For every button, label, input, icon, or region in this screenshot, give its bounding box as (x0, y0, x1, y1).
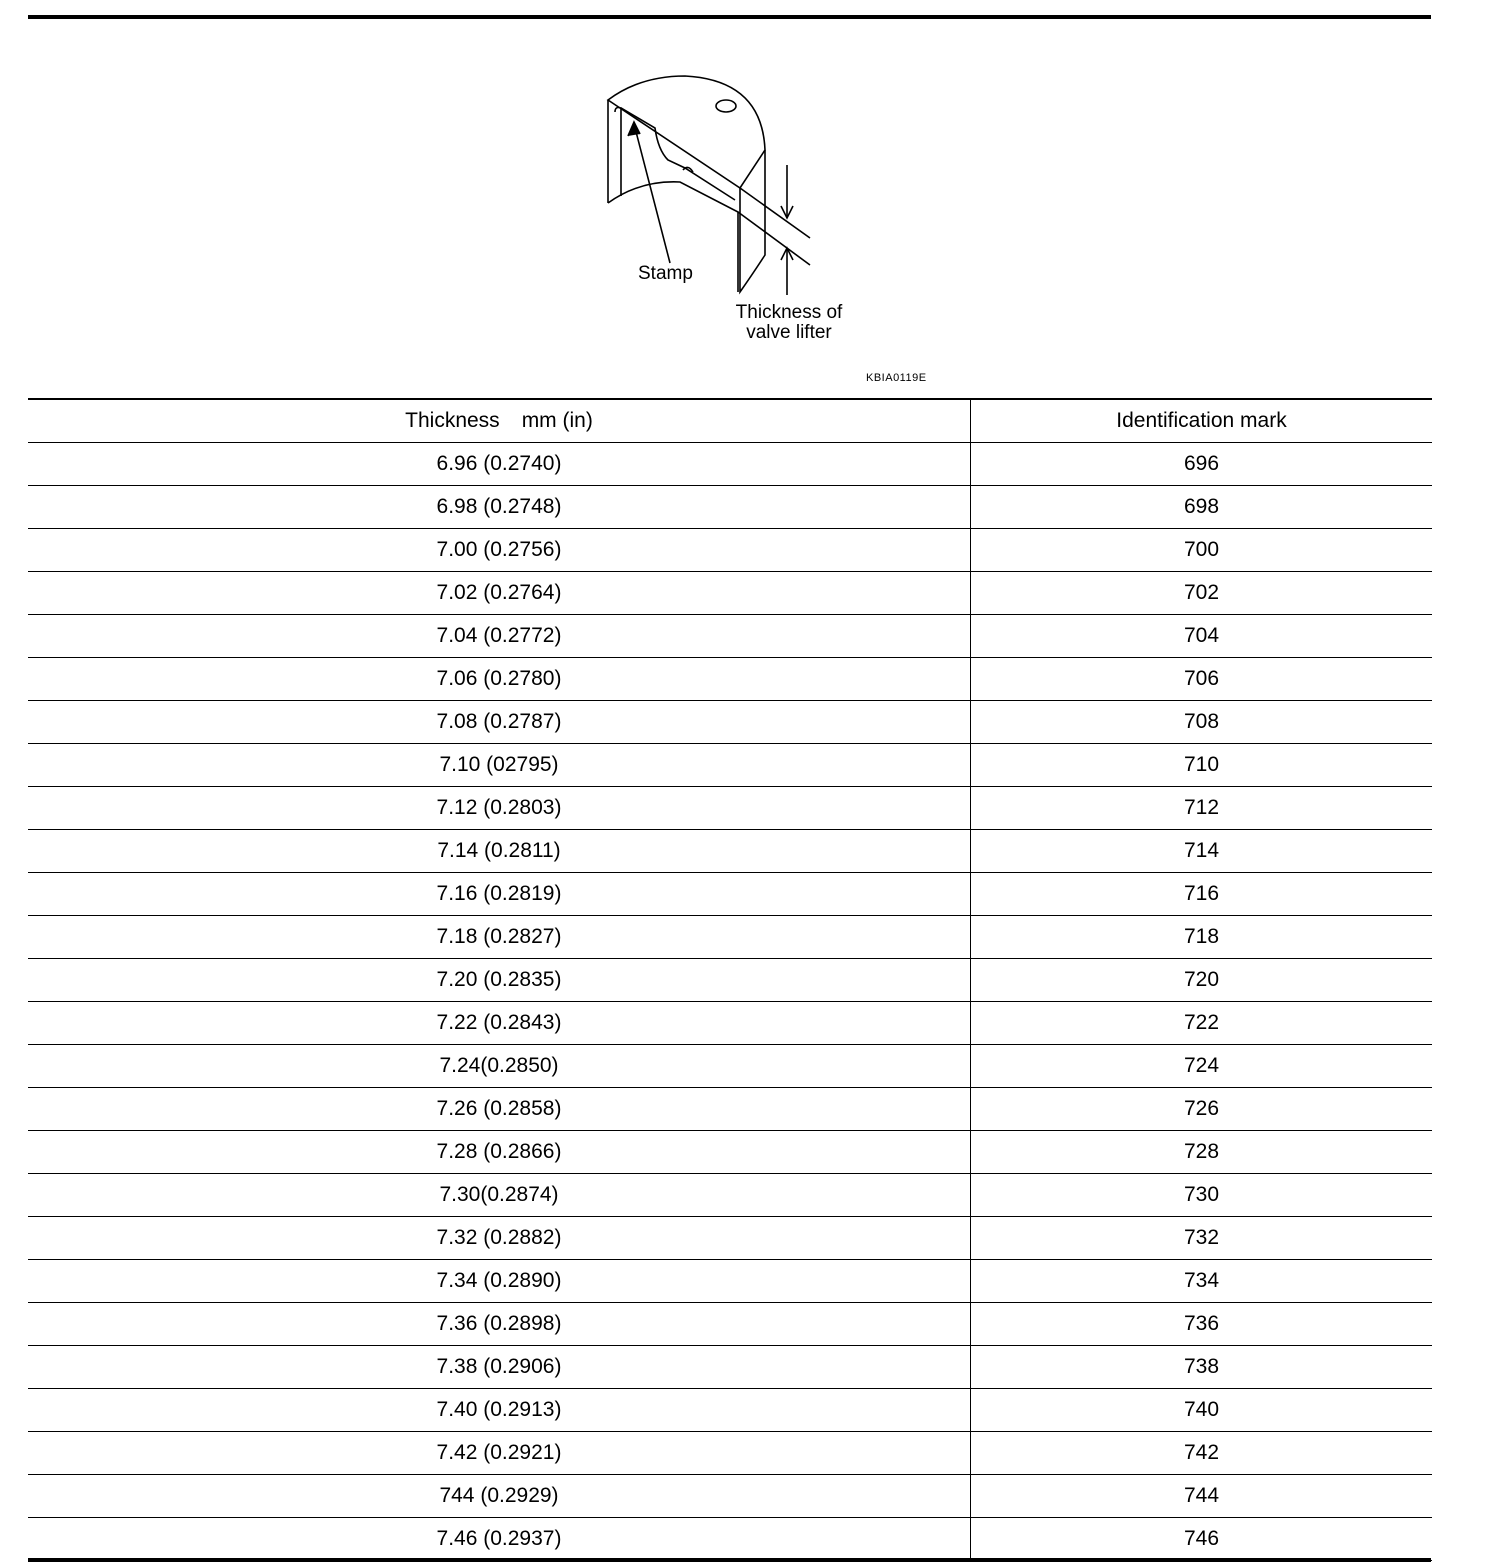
table-row (28, 1346, 1432, 1389)
header-thickness-label: Thickness (405, 409, 500, 432)
identification-mark-cell: 724 (971, 1045, 1433, 1088)
header-thickness-unit: mm (in) (521, 409, 593, 432)
identification-mark-cell: 734 (971, 1260, 1433, 1303)
identification-mark-cell: 728 (971, 1131, 1433, 1174)
thickness-cell: 7.26 (0.2858) (28, 1088, 971, 1131)
top-rule (28, 15, 1431, 19)
thickness-cell: 6.98 (0.2748) (28, 486, 971, 529)
identification-mark-cell: 706 (971, 658, 1433, 701)
identification-mark-cell: 738 (971, 1346, 1433, 1389)
identification-mark-cell: 740 (971, 1389, 1433, 1432)
table-body (28, 443, 1432, 1561)
table-header-row (28, 399, 1432, 443)
table-row (28, 615, 1432, 658)
identification-mark-cell: 732 (971, 1217, 1433, 1260)
identification-mark-cell: 696 (971, 443, 1433, 486)
thickness-cell: 7.38 (0.2906) (28, 1346, 971, 1389)
thickness-cell: 7.18 (0.2827) (28, 916, 971, 959)
table-row (28, 1045, 1432, 1088)
table-row (28, 916, 1432, 959)
table-row (28, 443, 1432, 486)
identification-mark-cell: 736 (971, 1303, 1433, 1346)
lifter-thickness-table (28, 398, 1432, 1561)
thickness-cell: 7.22 (0.2843) (28, 1002, 971, 1045)
table-row (28, 959, 1432, 1002)
thickness-label-line1: Thickness of (735, 302, 843, 323)
table-row (28, 830, 1432, 873)
identification-mark-cell: 698 (971, 486, 1433, 529)
identification-mark-cell: 710 (971, 744, 1433, 787)
thickness-cell: 7.36 (0.2898) (28, 1303, 971, 1346)
table-row (28, 1475, 1432, 1518)
header-identification-mark: Identification mark (971, 399, 1433, 443)
table-row (28, 1131, 1432, 1174)
thickness-cell: 7.30(0.2874) (28, 1174, 971, 1217)
table-row (28, 701, 1432, 744)
thickness-cell: 7.12 (0.2803) (28, 787, 971, 830)
identification-mark-cell: 708 (971, 701, 1433, 744)
thickness-cell: 7.40 (0.2913) (28, 1389, 971, 1432)
thickness-cell: 7.16 (0.2819) (28, 873, 971, 916)
table-row (28, 1217, 1432, 1260)
thickness-cell: 7.46 (0.2937) (28, 1518, 971, 1561)
thickness-cell: 7.32 (0.2882) (28, 1217, 971, 1260)
table-row (28, 1174, 1432, 1217)
identification-mark-cell: 720 (971, 959, 1433, 1002)
table-row (28, 572, 1432, 615)
bottom-rule (28, 1558, 1431, 1562)
identification-mark-cell: 726 (971, 1088, 1433, 1131)
thickness-cell: 7.00 (0.2756) (28, 529, 971, 572)
identification-mark-cell: 730 (971, 1174, 1433, 1217)
identification-mark-cell: 714 (971, 830, 1433, 873)
thickness-cell: 7.14 (0.2811) (28, 830, 971, 873)
identification-mark-cell: 718 (971, 916, 1433, 959)
table-row (28, 1088, 1432, 1131)
table-row (28, 1432, 1432, 1475)
table-row (28, 1002, 1432, 1045)
table-row (28, 744, 1432, 787)
thickness-cell: 7.10 (02795) (28, 744, 971, 787)
table-row (28, 787, 1432, 830)
thickness-label-line2: valve lifter (746, 322, 832, 343)
identification-mark-cell: 712 (971, 787, 1433, 830)
thickness-cell: 7.20 (0.2835) (28, 959, 971, 1002)
table-row (28, 529, 1432, 572)
thickness-cell: 7.06 (0.2780) (28, 658, 971, 701)
thickness-cell: 7.42 (0.2921) (28, 1432, 971, 1475)
thickness-cell: 6.96 (0.2740) (28, 443, 971, 486)
thickness-label (722, 303, 856, 343)
figure-code: KBIA0119E (866, 372, 927, 384)
identification-mark-cell: 746 (971, 1518, 1433, 1561)
identification-mark-cell: 742 (971, 1432, 1433, 1475)
table-row (28, 873, 1432, 916)
thickness-cell: 7.24(0.2850) (28, 1045, 971, 1088)
table-row (28, 1389, 1432, 1432)
stamp-label: Stamp (638, 263, 693, 284)
thickness-cell: 7.08 (0.2787) (28, 701, 971, 744)
identification-mark-cell: 704 (971, 615, 1433, 658)
table-row (28, 1303, 1432, 1346)
identification-mark-cell: 716 (971, 873, 1433, 916)
identification-mark-cell: 722 (971, 1002, 1433, 1045)
table-row (28, 1518, 1432, 1561)
thickness-cell: 744 (0.2929) (28, 1475, 971, 1518)
table-row (28, 1260, 1432, 1303)
thickness-cell: 7.28 (0.2866) (28, 1131, 971, 1174)
table-row (28, 486, 1432, 529)
identification-mark-cell: 700 (971, 529, 1433, 572)
thickness-cell: 7.04 (0.2772) (28, 615, 971, 658)
header-thickness (28, 399, 971, 443)
thickness-cell: 7.02 (0.2764) (28, 572, 971, 615)
thickness-cell: 7.34 (0.2890) (28, 1260, 971, 1303)
table-row (28, 658, 1432, 701)
identification-mark-cell: 744 (971, 1475, 1433, 1518)
identification-mark-cell: 702 (971, 572, 1433, 615)
